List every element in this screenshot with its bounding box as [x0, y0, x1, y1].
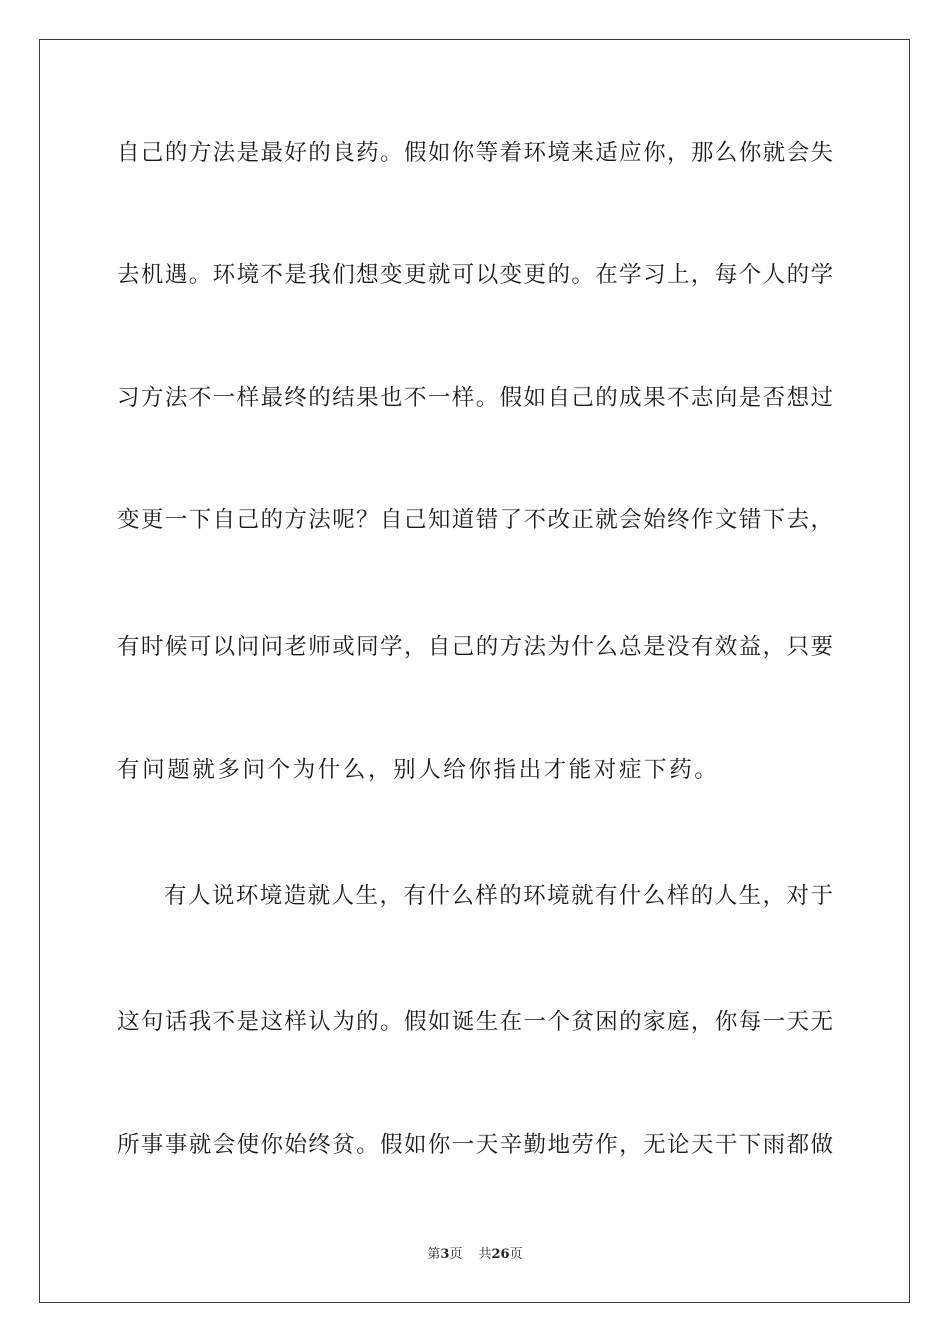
- page-footer: [0, 1246, 950, 1264]
- text-line-1: 自己的方法是最好的良药。假如你等着环境来适应你，那么你就会失: [117, 140, 833, 166]
- text-line-8: 这句话我不是这样认为的。假如诞生在一个贫困的家庭，你每一天无: [117, 1009, 833, 1035]
- text-line-6: 有问题就多问个为什么，别人给你指出才能对症下药。: [117, 757, 720, 783]
- page-prefix: 第: [427, 1247, 441, 1262]
- text-line-7: 有人说环境造就人生，有什么样的环境就有什么样的人生，对于: [164, 883, 833, 909]
- page-suffix: 页: [449, 1247, 463, 1262]
- page-border: [39, 39, 910, 1303]
- total-pages: 26: [491, 1247, 510, 1262]
- text-line-9: 所事事就会使你始终贫。假如你一天辛勤地劳作，无论天干下雨都做: [117, 1132, 833, 1158]
- text-line-4: 变更一下自己的方法呢？自己知道错了不改正就会始终作文错下去，: [117, 507, 833, 533]
- total-suffix: 页: [509, 1247, 523, 1262]
- text-line-2: 去机遇。环境不是我们想变更就可以变更的。在学习上，每个人的学: [117, 262, 833, 288]
- text-line-3: 习方法不一样最终的结果也不一样。假如自己的成果不志向是否想过: [117, 385, 833, 411]
- text-line-5: 有时候可以问问老师或同学，自己的方法为什么总是没有效益，只要: [117, 634, 833, 660]
- total-prefix: 共: [478, 1247, 492, 1262]
- page-number: 3: [440, 1247, 450, 1262]
